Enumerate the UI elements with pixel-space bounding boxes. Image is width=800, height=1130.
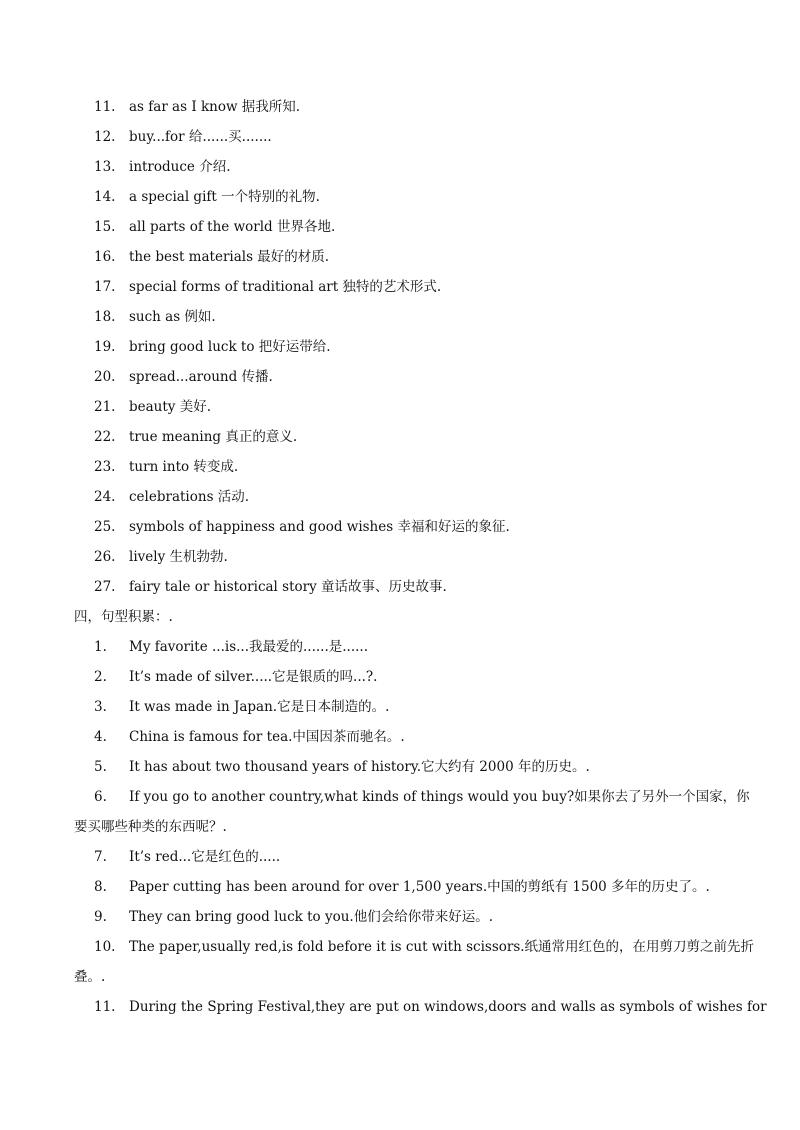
- item-number: 19.: [94, 339, 116, 355]
- phrase-item: [0, 396, 800, 418]
- item-number: 7.: [94, 849, 107, 865]
- item-number: 9.: [94, 909, 107, 925]
- item-number: 20.: [94, 369, 116, 385]
- item-number: 16.: [94, 249, 116, 265]
- phrase-item: [0, 516, 800, 538]
- item-text: It’s red...它是红色的.....: [129, 849, 281, 865]
- item-text: My favorite ...is...我最爱的......是......: [129, 639, 369, 655]
- item-text: special forms of traditional art 独特的艺术形式.: [129, 279, 442, 295]
- item-number: 24.: [94, 489, 116, 505]
- sentence-item: [0, 666, 800, 688]
- item-text: If you go to another country,what kinds of things would you buy?如果你去了另外一个国家，你: [129, 789, 750, 805]
- item-number: 11.: [94, 99, 116, 115]
- item-text: Paper cutting has been around for over 1,500 years.中国的剪纸有 1500 多年的历史了。.: [129, 879, 710, 895]
- item-number: 18.: [94, 309, 116, 325]
- item-text: The paper,usually red,is fold before it is cut with scissors.纸通常用红色的，在用剪刀剪之前先折: [129, 939, 755, 955]
- phrase-item: [0, 336, 800, 358]
- phrase-item: [0, 306, 800, 328]
- phrase-item: [0, 276, 800, 298]
- item-number: 26.: [94, 549, 116, 565]
- item-number: 6.: [94, 789, 107, 805]
- item-number: 13.: [94, 159, 116, 175]
- sentence-item: [0, 996, 800, 1018]
- item-text: It was made in Japan.它是日本制造的。.: [129, 699, 390, 715]
- sentence-continuation: [0, 966, 800, 988]
- phrase-item: [0, 576, 800, 598]
- item-number: 23.: [94, 459, 116, 475]
- phrase-item: [0, 426, 800, 448]
- item-number: 25.: [94, 519, 116, 535]
- item-text: turn into 转变成.: [129, 459, 239, 475]
- item-text: fairy tale or historical story 童话故事、历史故事.: [129, 579, 447, 595]
- sentence-item: [0, 906, 800, 928]
- item-text: They can bring good luck to you.他们会给你带来好运。.: [129, 909, 493, 925]
- item-number: 4.: [94, 729, 107, 745]
- item-text: introduce 介绍.: [129, 159, 231, 175]
- sentence-item: [0, 756, 800, 778]
- item-number: 12.: [94, 129, 116, 145]
- item-text: buy...for 给......买.......: [129, 129, 272, 145]
- item-text: It’s made of silver.....它是银质的吗...?.: [129, 669, 378, 685]
- item-text: such as 例如.: [129, 309, 216, 325]
- item-text: as far as I know 据我所知.: [129, 99, 301, 115]
- item-text: true meaning 真正的意义.: [129, 429, 298, 445]
- item-text: the best materials 最好的材质.: [129, 249, 330, 265]
- sentence-item: [0, 876, 800, 898]
- item-text: a special gift 一个特别的礼物.: [129, 189, 320, 205]
- item-number: 8.: [94, 879, 107, 895]
- sentence-item: [0, 846, 800, 868]
- phrase-item: [0, 456, 800, 478]
- phrase-item: [0, 186, 800, 208]
- item-text-continued: 要买哪些种类的东西呢？.: [74, 819, 227, 835]
- item-text: lively 生机勃勃.: [129, 549, 228, 565]
- sentence-item: [0, 726, 800, 748]
- item-text: China is famous for tea.中国因茶而驰名。.: [129, 729, 405, 745]
- phrase-item: [0, 246, 800, 268]
- item-number: 2.: [94, 669, 107, 685]
- sentence-continuation: [0, 816, 800, 838]
- item-number: 17.: [94, 279, 116, 295]
- item-number: 15.: [94, 219, 116, 235]
- item-text: all parts of the world 世界各地.: [129, 219, 336, 235]
- section-heading: [0, 606, 800, 628]
- sentence-item: [0, 636, 800, 658]
- item-text: It has about two thousand years of history.它大约有 2000 年的历史。.: [129, 759, 590, 775]
- phrase-item: [0, 216, 800, 238]
- item-text: beauty 美好.: [129, 399, 212, 415]
- sentence-item: [0, 786, 800, 808]
- item-text: celebrations 活动.: [129, 489, 250, 505]
- item-number: 10.: [94, 939, 116, 955]
- phrase-item: [0, 96, 800, 118]
- item-text: bring good luck to 把好运带给.: [129, 339, 331, 355]
- sentence-item: [0, 936, 800, 958]
- item-number: 22.: [94, 429, 116, 445]
- phrase-item: [0, 486, 800, 508]
- item-number: 3.: [94, 699, 107, 715]
- item-text: spread...around 传播.: [129, 369, 273, 385]
- section-heading-text: 四，句型积累：.: [74, 609, 173, 625]
- phrase-item: [0, 366, 800, 388]
- sentence-item: [0, 696, 800, 718]
- item-text-continued: 叠。.: [74, 969, 106, 985]
- phrase-item: [0, 126, 800, 148]
- item-number: 11.: [94, 999, 116, 1015]
- item-number: 14.: [94, 189, 116, 205]
- phrase-item: [0, 546, 800, 568]
- phrase-item: [0, 156, 800, 178]
- item-number: 27.: [94, 579, 116, 595]
- item-number: 1.: [94, 639, 107, 655]
- item-number: 21.: [94, 399, 116, 415]
- item-text: symbols of happiness and good wishes 幸福和好运的象征.: [129, 519, 510, 535]
- item-text: During the Spring Festival,they are put on windows,doors and walls as symbols of wishes for: [129, 999, 767, 1015]
- item-number: 5.: [94, 759, 107, 775]
